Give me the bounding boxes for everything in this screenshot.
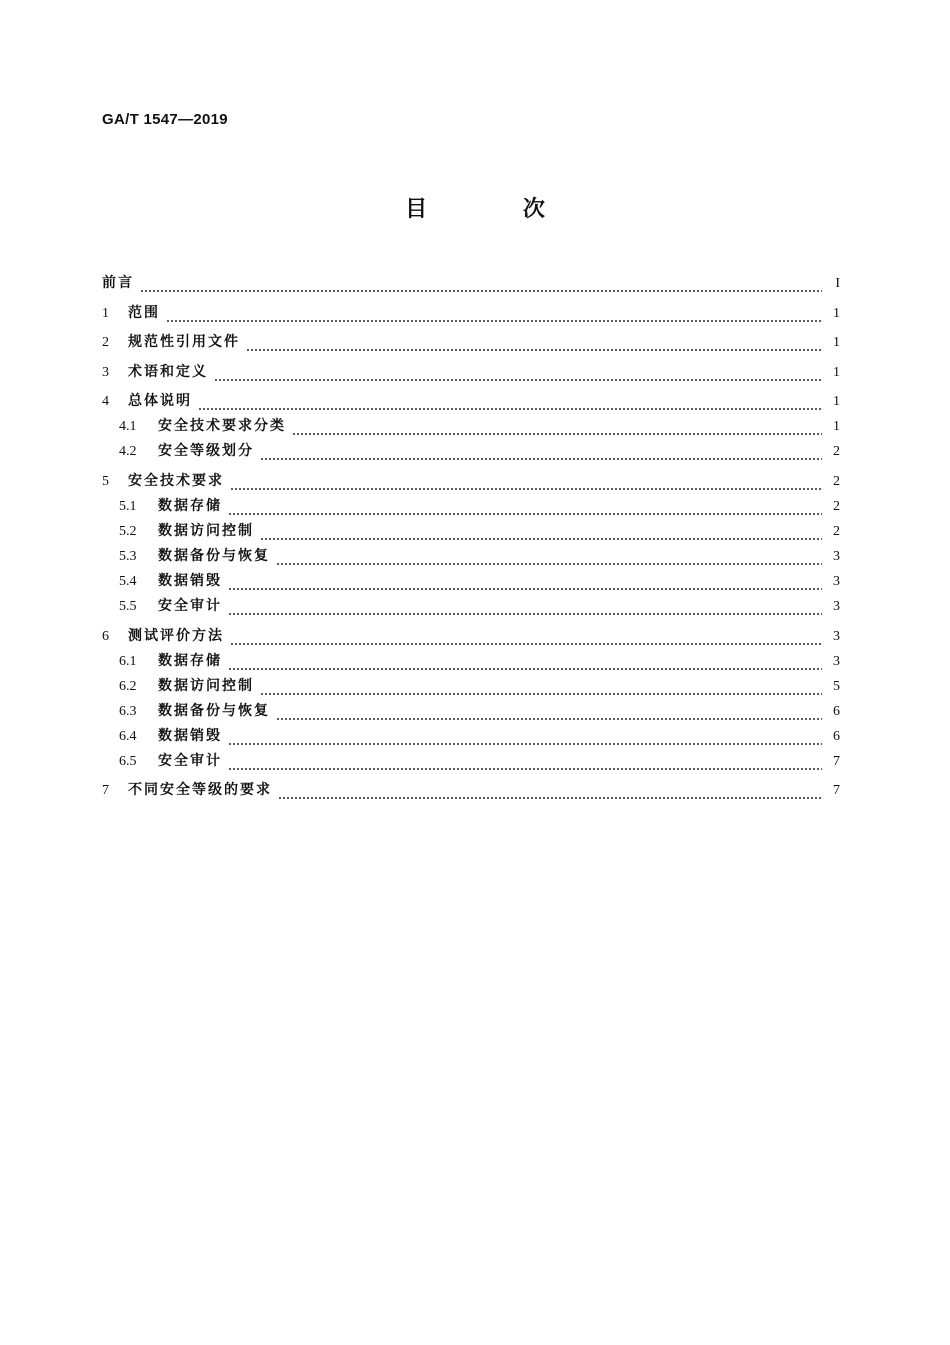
toc-entry-page-number: 3 <box>833 628 840 644</box>
toc-entry-label: 范围 <box>128 304 160 321</box>
toc-entry-label: 数据访问控制 <box>158 677 254 694</box>
toc-entry-page-number: 3 <box>833 598 840 614</box>
toc-entry-number: 7 <box>102 783 109 799</box>
toc-entry[interactable] <box>102 624 840 649</box>
toc-entry-number: 3 <box>102 364 109 380</box>
toc-entry[interactable] <box>102 519 840 544</box>
toc-entry[interactable] <box>102 360 840 385</box>
dot-leader <box>140 290 822 292</box>
toc-entry[interactable] <box>102 569 840 594</box>
toc-entry[interactable] <box>102 594 840 619</box>
toc-entry-page-number: 2 <box>833 473 840 489</box>
dot-leader <box>230 643 822 645</box>
toc-entry-page-number: 5 <box>833 678 840 694</box>
toc-entry-page-number: 7 <box>833 753 840 769</box>
toc-entry-page-number: 1 <box>833 364 840 380</box>
toc-entry-label: 安全等级划分 <box>158 443 254 460</box>
toc-entry[interactable] <box>102 544 840 569</box>
toc-entry-label: 不同安全等级的要求 <box>128 782 272 799</box>
toc-entry-number: 5 <box>102 473 109 489</box>
toc-entry-number: 2 <box>102 335 109 351</box>
toc-entry-label: 数据销毁 <box>158 727 222 744</box>
dot-leader <box>260 538 822 540</box>
toc-entry[interactable] <box>102 724 840 749</box>
toc-entry-page-number: 3 <box>833 573 840 589</box>
toc-entry-number: 6.2 <box>119 678 137 694</box>
toc-entry-page-number: 6 <box>833 728 840 744</box>
dot-leader <box>276 718 822 720</box>
toc-entry[interactable] <box>102 674 840 699</box>
toc-entry-page-number: 2 <box>833 523 840 539</box>
toc-entry-page-number: I <box>835 276 840 291</box>
toc-entry-label: 安全技术要求分类 <box>158 418 286 435</box>
toc-entry-label: 数据备份与恢复 <box>158 702 270 719</box>
toc-entry-number: 6.1 <box>119 653 137 669</box>
toc-entry[interactable] <box>102 649 840 674</box>
toc-entry-label: 安全审计 <box>158 597 222 614</box>
toc-entry-page-number: 2 <box>833 498 840 514</box>
dot-leader <box>228 743 822 745</box>
dot-leader <box>276 563 822 565</box>
toc-entry-number: 4 <box>102 394 109 410</box>
toc-entry-label: 数据存储 <box>158 497 222 514</box>
toc-entry[interactable] <box>102 301 840 326</box>
toc-entry-number: 5.4 <box>119 573 137 589</box>
document-code: GA/T 1547—2019 <box>102 111 228 128</box>
toc-entry[interactable] <box>102 469 840 494</box>
toc-entry-page-number: 1 <box>833 419 840 435</box>
toc-entry-label: 总体说明 <box>128 393 192 410</box>
page-title: 目 次 <box>405 197 589 222</box>
toc-entry[interactable] <box>102 699 840 724</box>
toc-entry-number: 5.1 <box>119 498 137 514</box>
toc-entry-label: 数据存储 <box>158 652 222 669</box>
toc-entry-number: 1 <box>102 305 109 321</box>
toc-entry[interactable] <box>102 439 840 464</box>
toc-entry-number: 6.4 <box>119 728 137 744</box>
toc-entry-label: 数据销毁 <box>158 572 222 589</box>
toc-entry-label: 规范性引用文件 <box>128 334 240 351</box>
dot-leader <box>166 320 822 322</box>
toc-entry-number: 4.1 <box>119 419 137 435</box>
toc-entry-page-number: 1 <box>833 305 840 321</box>
toc-entry[interactable] <box>102 414 840 439</box>
toc-entry[interactable] <box>102 271 840 296</box>
toc-entry-label: 安全技术要求 <box>128 472 224 489</box>
toc-entry[interactable] <box>102 778 840 803</box>
dot-leader <box>292 433 822 435</box>
toc-entry-number: 6 <box>102 628 109 644</box>
toc-entry[interactable] <box>102 389 840 414</box>
dot-leader <box>260 458 822 460</box>
dot-leader <box>228 768 822 770</box>
dot-leader <box>214 379 822 381</box>
dot-leader <box>246 349 822 351</box>
toc-entry-number: 6.5 <box>119 753 137 769</box>
toc-entry[interactable] <box>102 749 840 774</box>
toc-entry-number: 6.3 <box>119 703 137 719</box>
toc-entry-label: 测试评价方法 <box>128 627 224 644</box>
dot-leader <box>228 588 822 590</box>
toc-entry-page-number: 7 <box>833 783 840 799</box>
toc-entry-label: 安全审计 <box>158 752 222 769</box>
toc-entry[interactable] <box>102 330 840 355</box>
dot-leader <box>228 613 822 615</box>
toc-entry-number: 5.3 <box>119 548 137 564</box>
toc-entry-page-number: 6 <box>833 703 840 719</box>
dot-leader <box>198 408 822 410</box>
toc-entry-number: 4.2 <box>119 444 137 460</box>
toc-entry-label: 数据访问控制 <box>158 522 254 539</box>
toc-entry-label: 数据备份与恢复 <box>158 547 270 564</box>
toc-entry-number: 5.5 <box>119 598 137 614</box>
toc-entry-page-number: 1 <box>833 335 840 351</box>
dot-leader <box>230 488 822 490</box>
toc-entry-number: 5.2 <box>119 523 137 539</box>
dot-leader <box>260 693 822 695</box>
dot-leader <box>228 668 822 670</box>
table-of-contents <box>102 271 840 803</box>
toc-entry-page-number: 3 <box>833 653 840 669</box>
dot-leader <box>228 513 822 515</box>
toc-entry-page-number: 3 <box>833 548 840 564</box>
toc-entry[interactable] <box>102 494 840 519</box>
dot-leader <box>278 797 822 799</box>
toc-entry-page-number: 1 <box>833 394 840 410</box>
toc-entry-label: 术语和定义 <box>128 363 208 380</box>
toc-entry-page-number: 2 <box>833 444 840 460</box>
toc-entry-label: 前言 <box>102 275 134 291</box>
